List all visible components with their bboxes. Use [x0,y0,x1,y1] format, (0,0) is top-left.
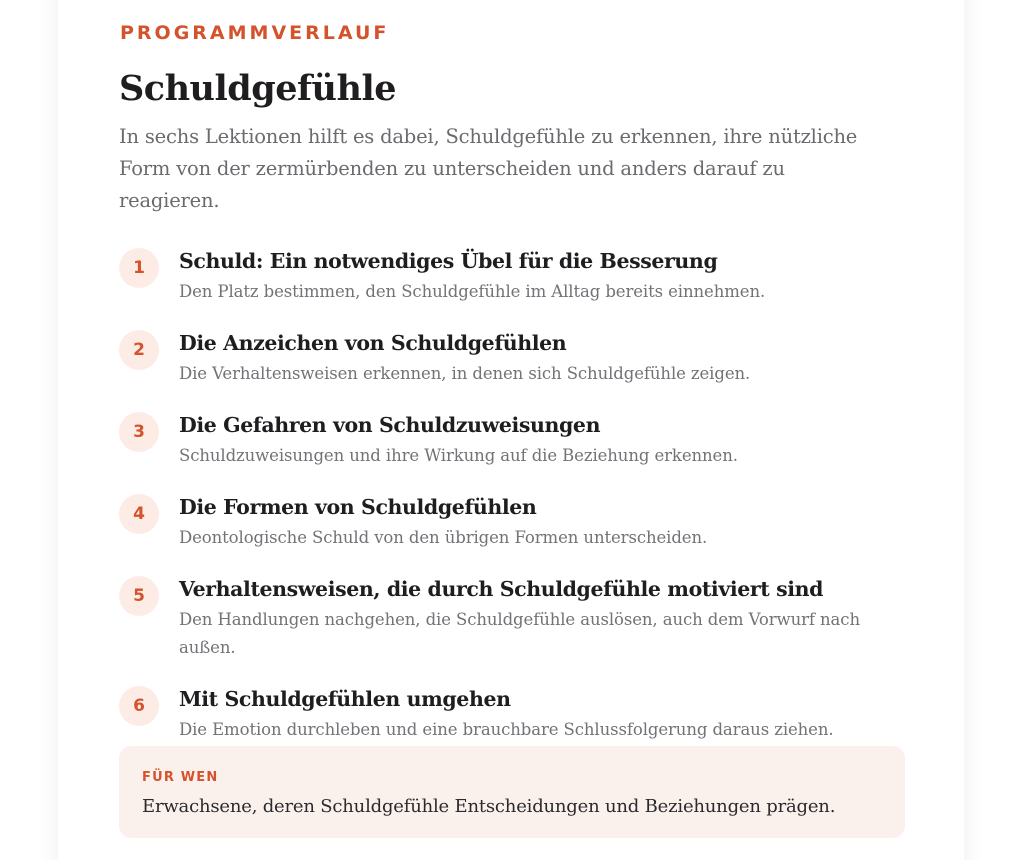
page-title: Schuldgefühle [119,68,397,109]
lesson-title: Schuld: Ein notwendiges Übel für die Besserung [179,249,718,273]
lesson-description: Deontologische Schuld von den übrigen Formen unterscheiden. [179,528,708,547]
lesson-item [119,244,909,306]
intro-text: In sechs Lektionen hilft es dabei, Schuldgefühle zu erkennen, ihre nützliche Form von der zermürbenden zu unterscheiden und anders darauf zu reagieren. [119,125,858,212]
lesson-number-badge: 4 [119,494,159,534]
section-eyebrow: PROGRAMMVERLAUF [120,22,390,44]
lesson-description: Schuldzuweisungen und ihre Wirkung auf die Beziehung erkennen. [179,446,738,465]
lesson-description: Den Handlungen nachgehen, die Schuldgefühle auslösen, auch dem Vorwurf nach außen. [179,610,860,657]
lesson-title: Mit Schuldgefühlen umgehen [179,687,511,711]
lesson-item [119,572,909,662]
lesson-title: Die Anzeichen von Schuldgefühlen [179,331,567,355]
lesson-description: Die Verhaltensweisen erkennen, in denen sich Schuldgefühle zeigen. [179,364,751,383]
lesson-description: Den Platz bestimmen, den Schuldgefühle im Alltag bereits einnehmen. [179,282,766,301]
audience-box [119,746,905,838]
lesson-item [119,490,909,552]
lesson-title: Verhaltensweisen, die durch Schuldgefühle motiviert sind [179,577,824,601]
lesson-number-badge: 3 [119,412,159,452]
audience-label: FÜR WEN [142,770,219,785]
lesson-list [119,244,909,764]
lesson-number-badge: 1 [119,248,159,288]
audience-text: Erwachsene, deren Schuldgefühle Entscheidungen und Beziehungen prägen. [142,796,836,817]
lesson-number-badge: 5 [119,576,159,616]
lesson-number-badge: 2 [119,330,159,370]
lesson-description: Die Emotion durchleben und eine brauchbare Schlussfolgerung daraus ziehen. [179,720,834,739]
lesson-title: Die Gefahren von Schuldzuweisungen [179,413,601,437]
lesson-item [119,326,909,388]
lesson-item [119,682,909,744]
lesson-item [119,408,909,470]
lesson-number-badge: 6 [119,686,159,726]
lesson-title: Die Formen von Schuldgefühlen [179,495,537,519]
